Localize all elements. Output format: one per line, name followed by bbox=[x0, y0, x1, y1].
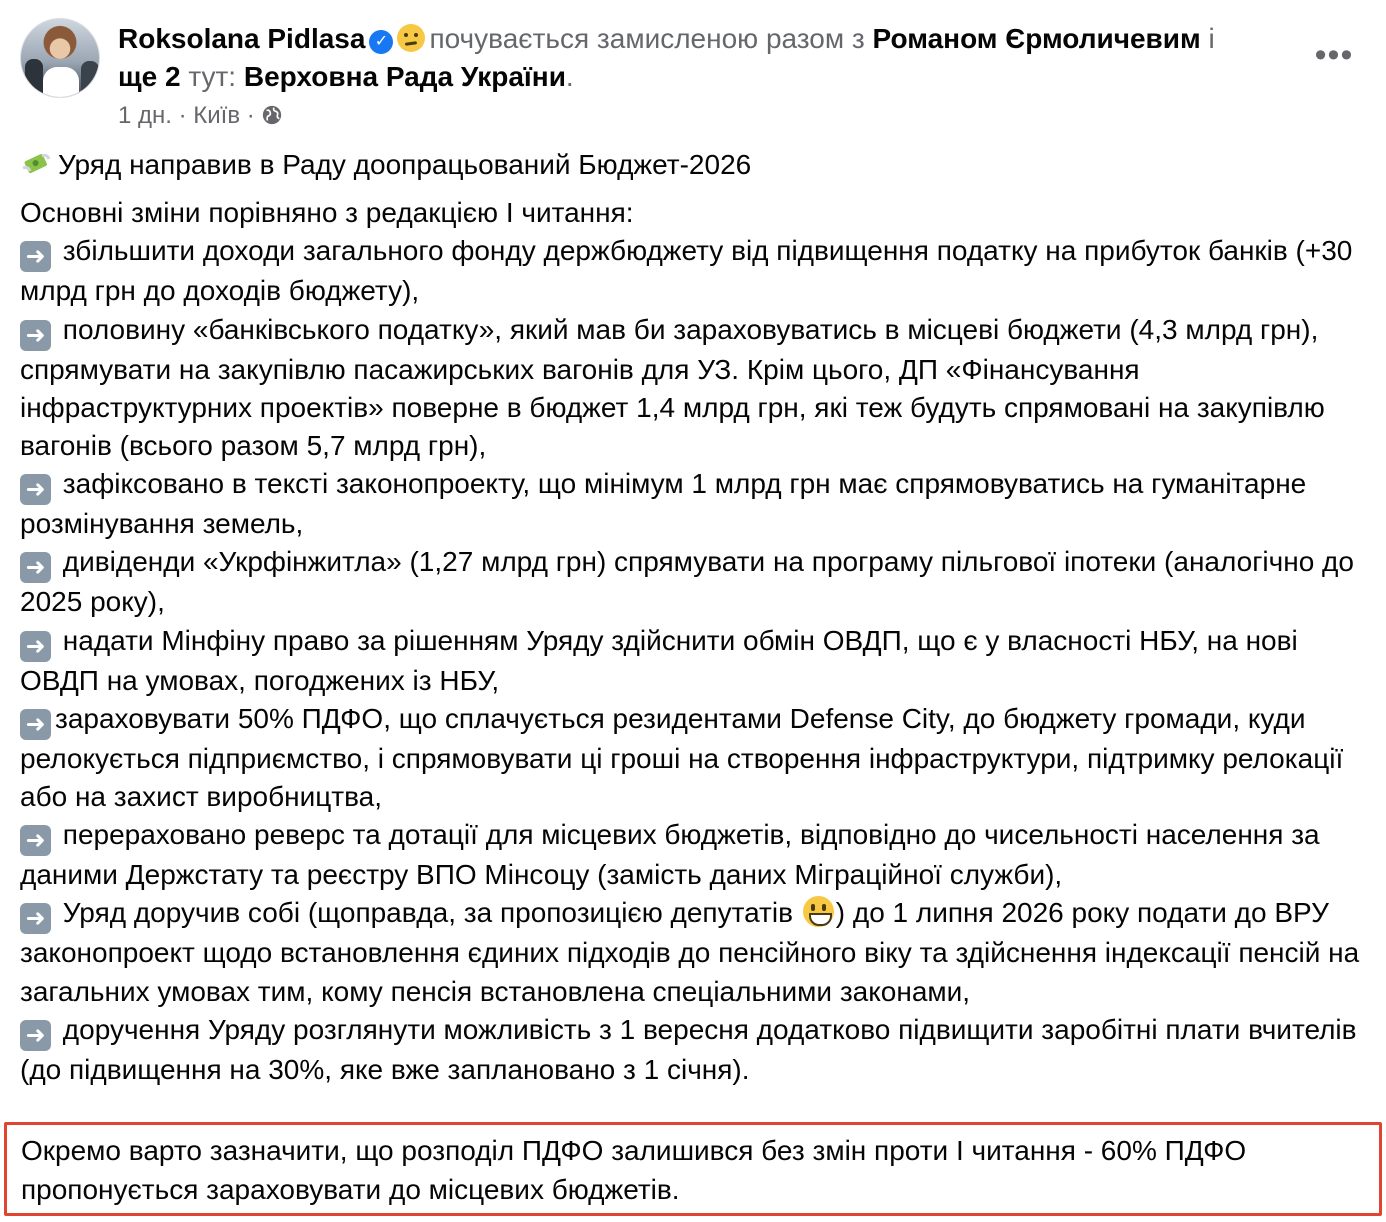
list-item-text: перераховано реверс та дотації для місцевих бюджетів, відповідно до чисельності населення за даними Держстату та реєстру ВПО Мінсоцу (замість даних Міграційної служби), bbox=[20, 819, 1320, 891]
globe-icon[interactable] bbox=[261, 104, 283, 126]
list-item-text: ) до 1 липня 2026 року подати до ВРУ законопроект щодо встановлення єдиних підходів до пенсійного віку та здійснення індексації пенсій на загальних умовах тим, кому пенсія встановлена спеціальними законами, bbox=[20, 897, 1360, 1007]
list-item-text: надати Мінфіну право за рішенням Уряду здійснити обмін ОВДП, що є у власності НБУ, на нові ОВДП на умовах, погоджених із НБУ, bbox=[20, 624, 1298, 696]
post-title-line bbox=[20, 146, 1370, 184]
author-name-link[interactable]: Roksolana Pidlasa bbox=[118, 23, 366, 54]
list-item-text: збільшити доходи загального фонду держбюджету від підвищення податку на прибуток банків (+30 млрд грн до доходів бюджету), bbox=[20, 235, 1353, 307]
list-item-text: дивіденди «Укрфінжитла» (1,27 млрд грн) спрямувати на програму пільгової іпотеки (аналогічно до 2025 року), bbox=[20, 546, 1354, 618]
money-with-wings-icon bbox=[20, 148, 52, 180]
right-arrow-icon: ➜ bbox=[20, 320, 51, 351]
list-item bbox=[20, 232, 1370, 310]
list-item bbox=[20, 816, 1370, 894]
post-header-text bbox=[118, 20, 1228, 96]
post-meta bbox=[118, 100, 283, 132]
right-arrow-icon: ➜ bbox=[20, 1020, 51, 1051]
list-item-text: зафіксовано в тексті законопроекту, що мінімум 1 млрд грн має спрямовуватись на гуманітарне розмінування земель, bbox=[20, 468, 1307, 540]
grinning-face-icon bbox=[803, 896, 834, 927]
list-item bbox=[20, 622, 1370, 700]
right-arrow-icon: ➜ bbox=[20, 631, 51, 662]
tagged-person-link[interactable]: Романом Єрмоличевим bbox=[872, 23, 1201, 54]
list-item bbox=[20, 1011, 1370, 1089]
right-arrow-icon: ➜ bbox=[20, 709, 51, 740]
post-city: Київ bbox=[193, 102, 241, 129]
list-item bbox=[20, 465, 1370, 543]
thinking-face-icon bbox=[397, 24, 425, 52]
header-period: . bbox=[565, 61, 574, 92]
list-item-text: половину «банківського податку», який мав би зараховуватись в місцеві бюджети (4,3 млрд грн), спрямувати на закупівлю пасажирських вагонів для УЗ. Крім цього, ДП «Фінансування інфраструктурних проектів» поверне в бюджет 1,4 млрд грн, які теж будуть спрямовані на закупівлю вагонів (всього разом 5,7 млрд грн), bbox=[20, 313, 1325, 462]
tagged-others-link[interactable]: ще 2 bbox=[118, 61, 181, 92]
feeling-text: почувається замисленою разом з bbox=[429, 23, 865, 54]
list-item bbox=[20, 543, 1370, 621]
location-link[interactable]: Верховна Рада України bbox=[243, 61, 566, 92]
more-options-button[interactable]: ••• bbox=[1314, 36, 1354, 74]
right-arrow-icon: ➜ bbox=[20, 474, 51, 505]
post-header bbox=[20, 14, 1366, 134]
list-item bbox=[20, 700, 1370, 816]
right-arrow-icon: ➜ bbox=[20, 552, 51, 583]
location-prefix: тут: bbox=[188, 61, 237, 92]
right-arrow-icon: ➜ bbox=[20, 241, 51, 272]
list-item-text: зараховувати 50% ПДФО, що сплачується резидентами Defense City, до бюджету громади, куди релокується підприємство, і спрямовувати ці гроші на створення інфраструктури, підтримку релокації або на захист виробництва, bbox=[20, 702, 1344, 813]
post-timestamp-link[interactable]: 1 дн. bbox=[118, 102, 172, 129]
meta-separator: · bbox=[246, 102, 255, 129]
list-item bbox=[20, 894, 1370, 1010]
and-text: і bbox=[1208, 23, 1215, 54]
post-title: Уряд направив в Раду доопрацьований Бюджет-2026 bbox=[58, 149, 752, 180]
right-arrow-icon: ➜ bbox=[20, 903, 51, 934]
verified-badge-icon: ✓ bbox=[369, 30, 393, 54]
right-arrow-icon: ➜ bbox=[20, 825, 51, 856]
post-body bbox=[20, 146, 1370, 1089]
meta-separator: · bbox=[178, 102, 187, 129]
post-intro: Основні зміни порівняно з редакцією І читання: bbox=[20, 197, 634, 229]
author-avatar[interactable] bbox=[20, 18, 100, 98]
highlighted-paragraph: Окремо варто зазначити, що розподіл ПДФО залишився без змін проти І читання - 60% ПДФО пропонується зараховувати до місцевих бюджетів. bbox=[21, 1135, 1247, 1205]
list-item bbox=[20, 311, 1370, 466]
list-item-text: Уряд доручив собі (щоправда, за пропозицією депутатів bbox=[62, 897, 793, 929]
highlight-annotation-box bbox=[4, 1122, 1382, 1216]
list-item-text: доручення Уряду розглянути можливість з 1 вересня додатково підвищити заробітні плати вчителів (до підвищення на 30%, яке вже заплановано з 1 січня). bbox=[20, 1013, 1357, 1085]
